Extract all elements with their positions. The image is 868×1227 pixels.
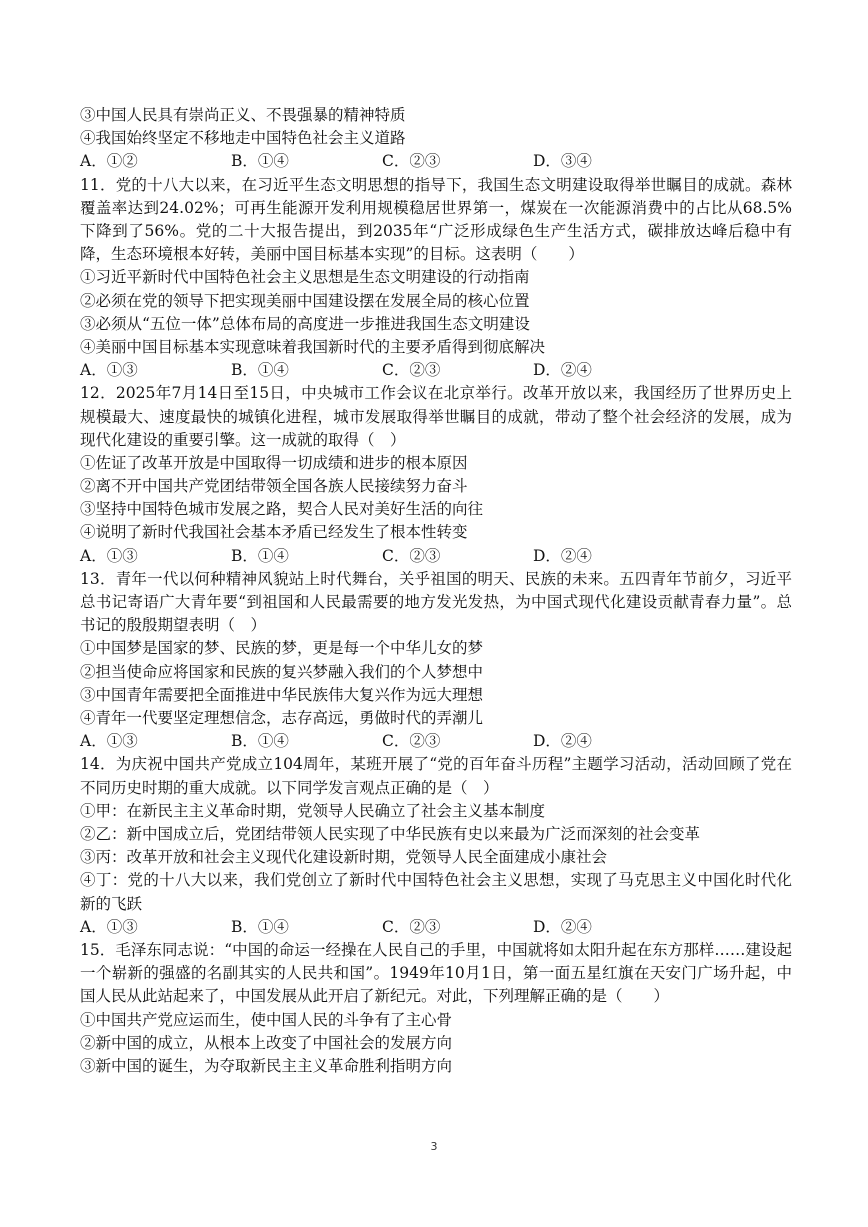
option-b: B．①④	[231, 546, 289, 565]
choice-item: ②必须在党的领导下把实现美丽中国建设摆在发展全局的核心位置	[80, 291, 530, 310]
choice-item: ④我国始终坚定不移地走中国特色社会主义道路	[80, 129, 406, 148]
answer-options	[80, 150, 792, 173]
question-stem: 12．2025年7月14日至15日，中央城市工作会议在北京举行。改革开放以来，我国经历了世界历史上规模最大、速度最快的城镇化进程，城市发展取得举世瞩目的成就，带动了整个社会经济的发展，成为现代化建设的重要引擎。这一成就的取得（ ）	[80, 384, 792, 449]
answer-options	[80, 730, 792, 753]
choice-item: ①甲：在新民主主义革命时期，党领导人民确立了社会主义基本制度	[80, 801, 546, 820]
option-b: B．①④	[231, 152, 289, 171]
choice-item: ③中国人民具有崇尚正义、不畏强暴的精神特质	[80, 106, 406, 124]
option-a: A．①③	[80, 732, 138, 751]
choice-item: ③新中国的诞生，为夺取新民主主义革命胜利指明方向	[80, 1056, 453, 1075]
option-c: C．②③	[382, 732, 441, 751]
choice-item: ④说明了新时代我国社会基本矛盾已经发生了根本性转变	[80, 523, 468, 542]
answer-options	[80, 916, 792, 939]
option-b: B．①④	[231, 917, 289, 936]
choice-item: ④青年一代要坚定理想信念，志存高远，勇做时代的弄潮儿	[80, 709, 484, 728]
option-d: D．②④	[533, 546, 592, 565]
page-number: 3	[430, 1140, 438, 1153]
choice-item: ①佐证了改革开放是中国取得一切成绩和进步的根本原因	[80, 453, 468, 472]
answer-options	[80, 359, 792, 382]
choice-item: ③必须从“五位一体”总体布局的高度进一步推进我国生态文明建设	[80, 314, 530, 333]
answer-options	[80, 545, 792, 568]
option-c: C．②③	[382, 917, 441, 936]
choice-item: ②乙：新中国成立后，党团结带领人民实现了中华民族有史以来最为广泛而深刻的社会变革	[80, 825, 701, 843]
question-stem: 14．为庆祝中国共产党成立104周年，某班开展了“党的百年奋斗历程”主题学习活动，活动回顾了党在不同历史时期的重大成就。以下同学发言观点正确的是（ ）	[80, 755, 792, 797]
choice-item: ④丁：党的十八大以来，我们党创立了新时代中国特色社会主义思想，实现了马克思主义中国化时代化新的飞跃	[80, 871, 792, 913]
option-b: B．①④	[231, 361, 289, 380]
choice-item: ①中国梦是国家的梦、民族的梦，更是每一个中华儿女的梦	[80, 639, 484, 658]
option-c: C．②③	[382, 546, 441, 565]
page-content	[80, 104, 792, 1078]
choice-item: ①中国共产党应运而生，使中国人民的斗争有了主心骨	[80, 1010, 453, 1029]
option-d: D．②④	[533, 732, 592, 751]
question-stem: 13．青年一代以何种精神风貌站上时代舞台，关乎祖国的明天、民族的未来。五四青年节前夕，习近平总书记寄语广大青年要“到祖国和人民最需要的地方发光发热，为中国式现代化建设贡献青春力量”。总书记的殷殷期望表明（ ）	[80, 569, 792, 635]
question-stem: 15．毛泽东同志说：“中国的命运一经操在人民自己的手里，中国就将如太阳升起在东方那样……建设起一个崭新的强盛的名副其实的人民共和国”。1949年10月1日，第一面五星红旗在天安门广场升起，中国人民从此站起来了，中国发展从此开启了新纪元。对此，下列理解正确的是（ ）	[80, 940, 792, 1006]
choice-item: ②新中国的成立，从根本上改变了中国社会的发展方向	[80, 1033, 453, 1052]
question-stem: 11．党的十八大以来，在习近平生态文明思想的指导下，我国生态文明建设取得举世瞩目的成就。森林覆盖率达到24.02%；可再生能源开发利用规模稳居世界第一，煤炭在一次能源消费中的占比从68.5%下降到了56%。党的二十大报告提出，到2035年“广泛形成绿色生产生活方式，碳排放达峰后稳中有降，生态环境根本好转，美丽中国目标基本实现”的目标。这表明（ ）	[80, 175, 792, 264]
choice-item: ③中国青年需要把全面推进中华民族伟大复兴作为远大理想	[80, 685, 484, 704]
option-b: B．①④	[231, 732, 289, 751]
option-c: C．②③	[382, 361, 441, 380]
choice-item: ②离不开中国共产党团结带领全国各族人民接续努力奋斗	[80, 477, 468, 496]
option-d: D．②④	[533, 917, 592, 936]
choice-item: ③丙：改革开放和社会主义现代化建设新时期，党领导人民全面建成小康社会	[80, 848, 608, 867]
choice-item: ④美丽中国目标基本实现意味着我国新时代的主要矛盾得到彻底解决	[80, 337, 546, 356]
option-d: D．②④	[533, 361, 592, 380]
option-a: A．①③	[80, 917, 138, 936]
choice-item: ①习近平新时代中国特色社会主义思想是生态文明建设的行动指南	[80, 268, 530, 287]
option-a: A．①③	[80, 361, 138, 380]
choice-item: ②担当使命应将国家和民族的复兴梦融入我们的个人梦想中	[80, 662, 484, 681]
option-c: C．②③	[382, 152, 441, 171]
option-d: D．③④	[533, 152, 592, 171]
option-a: A．①③	[80, 546, 138, 565]
choice-item: ③坚持中国特色城市发展之路，契合人民对美好生活的向往	[80, 500, 484, 519]
option-a: A．①②	[80, 152, 138, 171]
